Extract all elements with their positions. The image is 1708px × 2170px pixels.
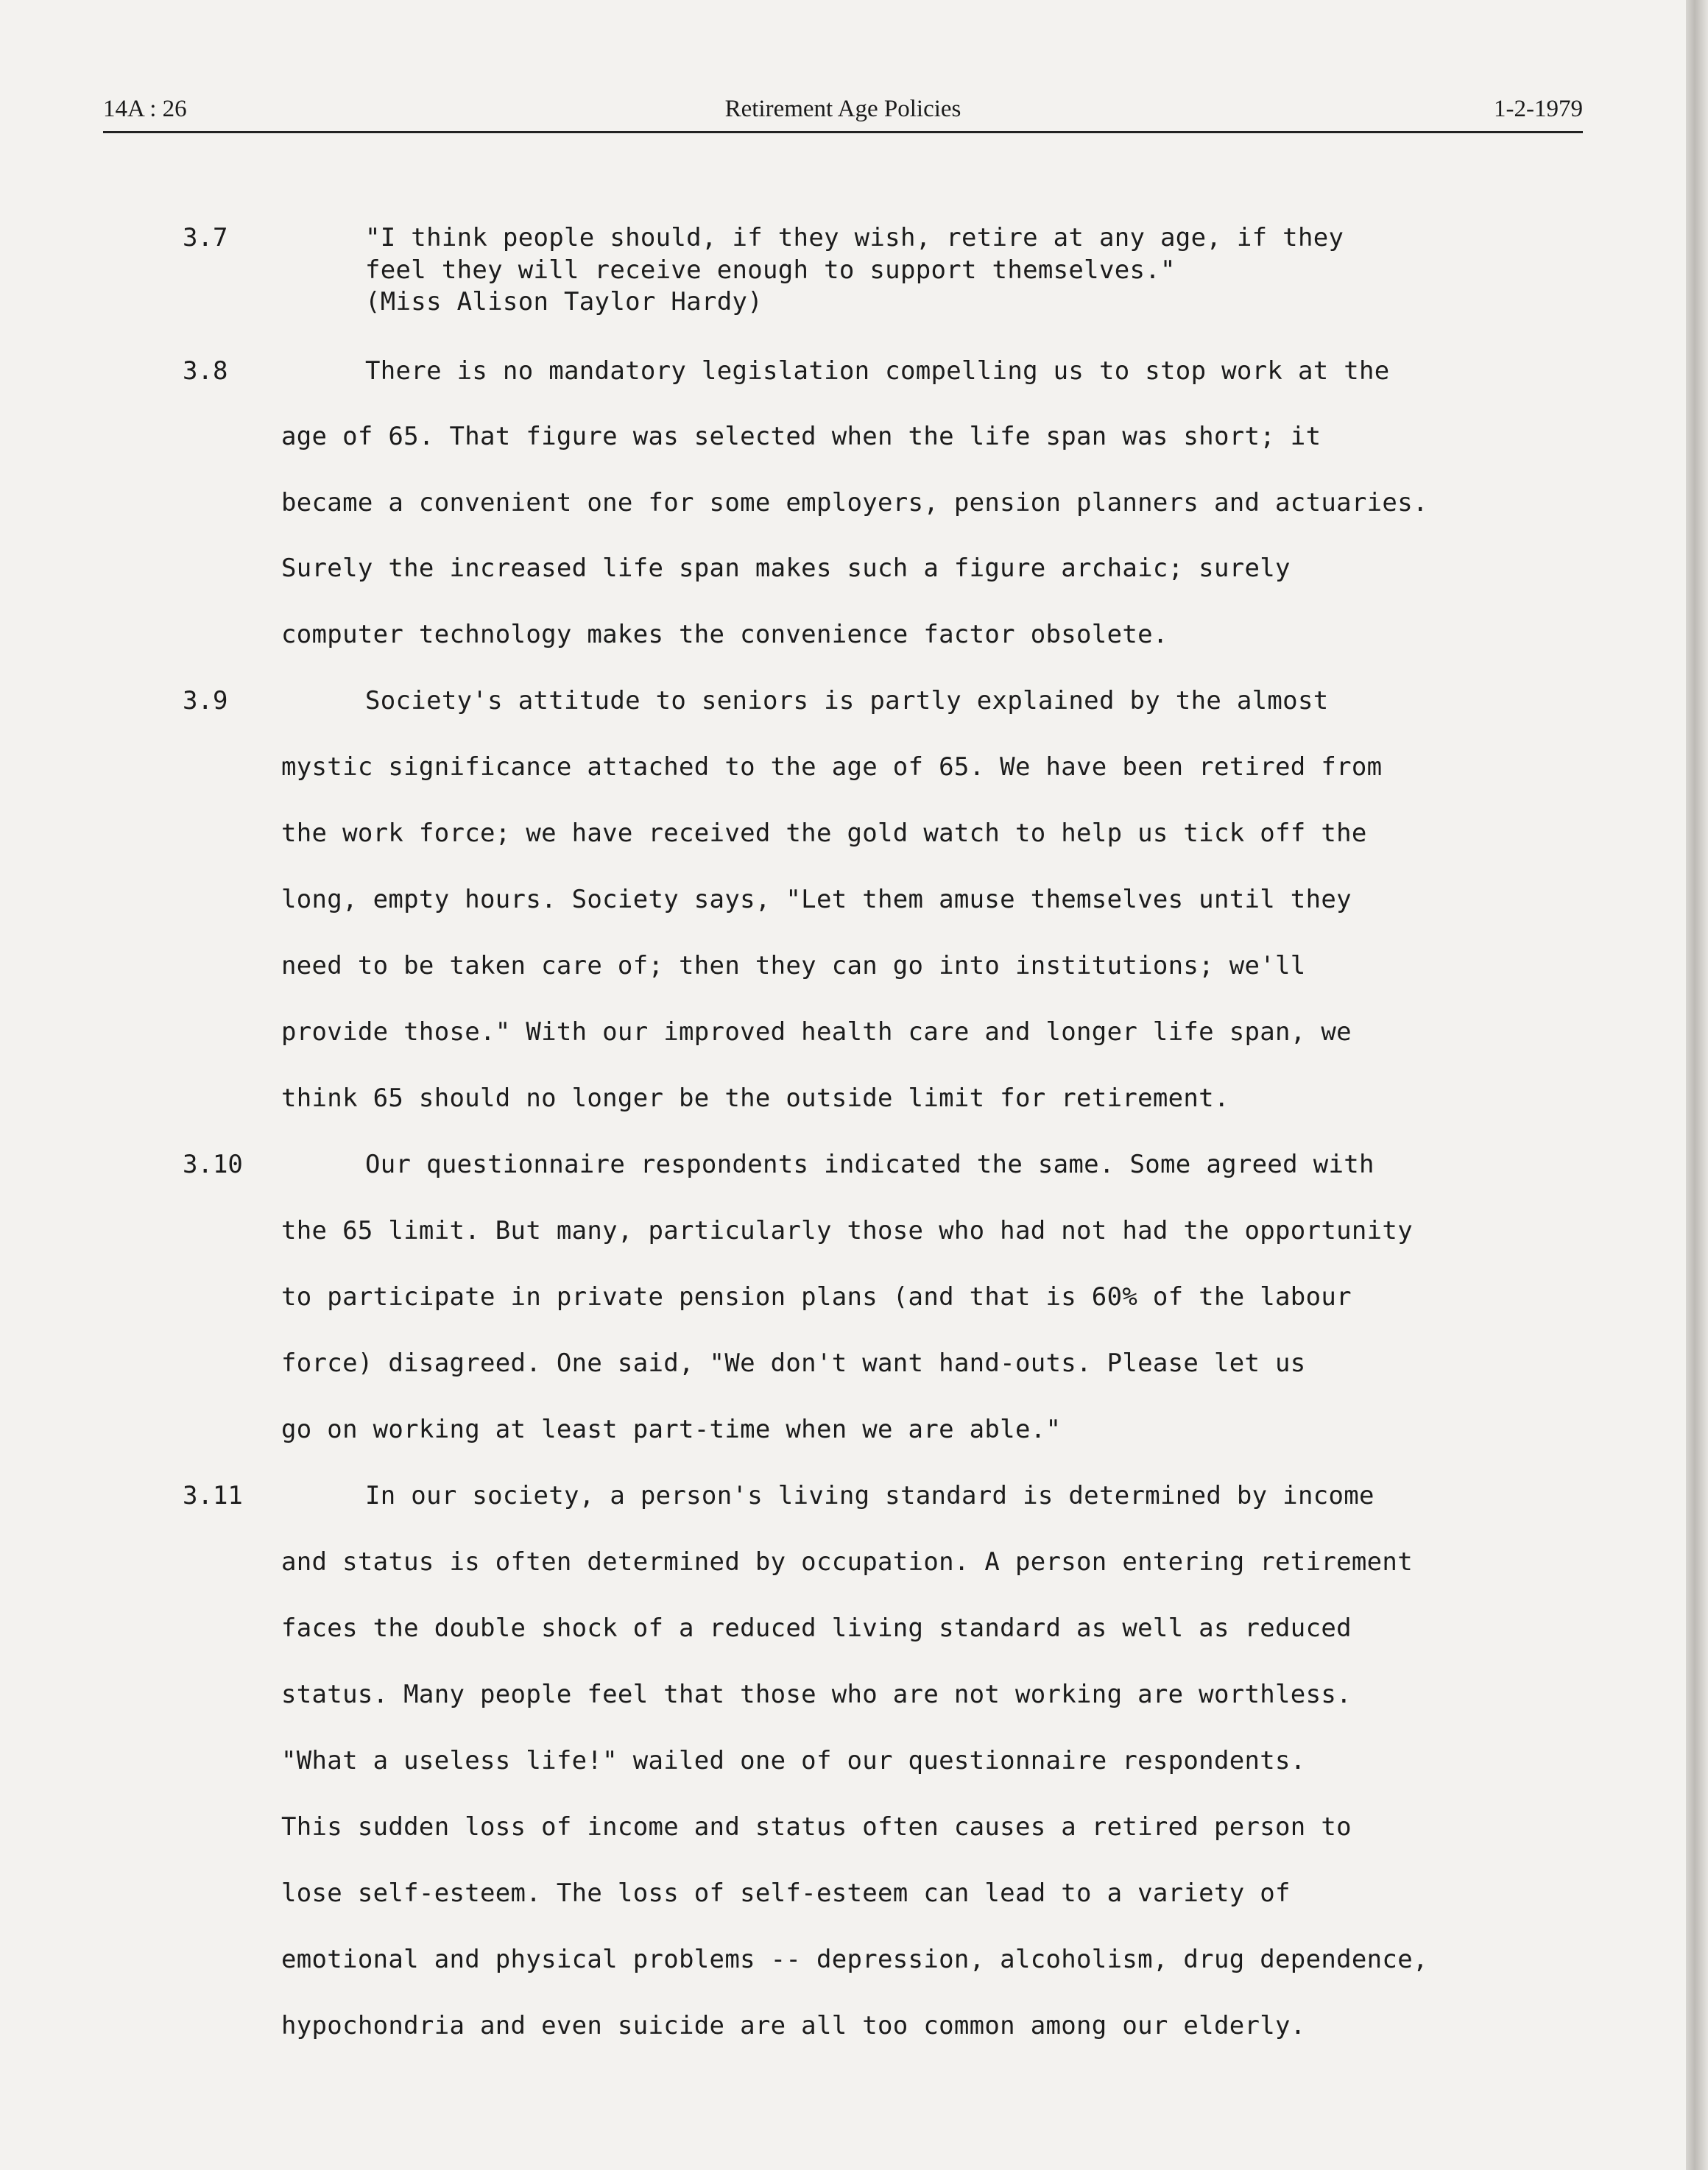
- section-line: lose self-esteem. The loss of self-esteem can lead to a variety of: [281, 1879, 1291, 1908]
- section-line: and status is often determined by occupation. A person entering retirement: [281, 1547, 1413, 1577]
- section-line: In our society, a person's living standard is determined by income: [365, 1481, 1374, 1510]
- section-number: 3.7: [183, 223, 228, 252]
- section-number: 3.9: [183, 686, 228, 715]
- section-line: the 65 limit. But many, particularly those who had not had the opportunity: [281, 1216, 1413, 1245]
- section-line: (Miss Alison Taylor Hardy): [365, 287, 763, 317]
- section-line: need to be taken care of; then they can go into institutions; we'll: [281, 951, 1306, 980]
- section-line: to participate in private pension plans (and that is 60% of the labour: [281, 1282, 1352, 1312]
- section-line: force) disagreed. One said, "We don't want hand-outs. Please let us: [281, 1349, 1306, 1378]
- header-title: Retirement Age Policies: [724, 96, 961, 122]
- section-line: Our questionnaire respondents indicated the same. Some agreed with: [365, 1150, 1374, 1179]
- section-line: the work force; we have received the gold watch to help us tick off the: [281, 819, 1367, 848]
- section-line: go on working at least part-time when we are able.": [281, 1415, 1062, 1444]
- page-header: [103, 96, 1583, 133]
- section-line: hypochondria and even suicide are all too common among our elderly.: [281, 2011, 1306, 2040]
- section-line: think 65 should no longer be the outside limit for retirement.: [281, 1084, 1229, 1113]
- section-line: There is no mandatory legislation compelling us to stop work at the: [365, 356, 1390, 386]
- section-line: feel they will receive enough to support themselves.": [365, 255, 1176, 285]
- section-number: 3.11: [183, 1481, 243, 1510]
- header-page-number: 14A : 26: [103, 96, 187, 122]
- section-line: provide those." With our improved health care and longer life span, we: [281, 1017, 1352, 1047]
- section-line: "What a useless life!" wailed one of our questionnaire respondents.: [281, 1746, 1306, 1775]
- section-line: long, empty hours. Society says, "Let them amuse themselves until they: [281, 885, 1352, 914]
- section-line: "I think people should, if they wish, retire at any age, if they: [365, 223, 1344, 252]
- section-line: mystic significance attached to the age of 65. We have been retired from: [281, 752, 1383, 782]
- section-line: status. Many people feel that those who are not working are worthless.: [281, 1680, 1352, 1709]
- page-edge-shadow: [1686, 0, 1708, 2170]
- section-line: Surely the increased life span makes such a figure archaic; surely: [281, 554, 1291, 583]
- section-line: computer technology makes the convenience factor obsolete.: [281, 620, 1168, 649]
- section-line: age of 65. That figure was selected when the life span was short; it: [281, 422, 1321, 451]
- section-line: faces the double shock of a reduced living standard as well as reduced: [281, 1614, 1352, 1643]
- header-date: 1-2-1979: [1494, 96, 1583, 122]
- section-line: emotional and physical problems -- depression, alcoholism, drug dependence,: [281, 1945, 1428, 1974]
- section-number: 3.10: [183, 1150, 243, 1179]
- section-line: This sudden loss of income and status often causes a retired person to: [281, 1812, 1352, 1842]
- section-number: 3.8: [183, 356, 228, 386]
- section-line: Society's attitude to seniors is partly explained by the almost: [365, 686, 1329, 715]
- section-line: became a convenient one for some employers, pension planners and actuaries.: [281, 488, 1428, 517]
